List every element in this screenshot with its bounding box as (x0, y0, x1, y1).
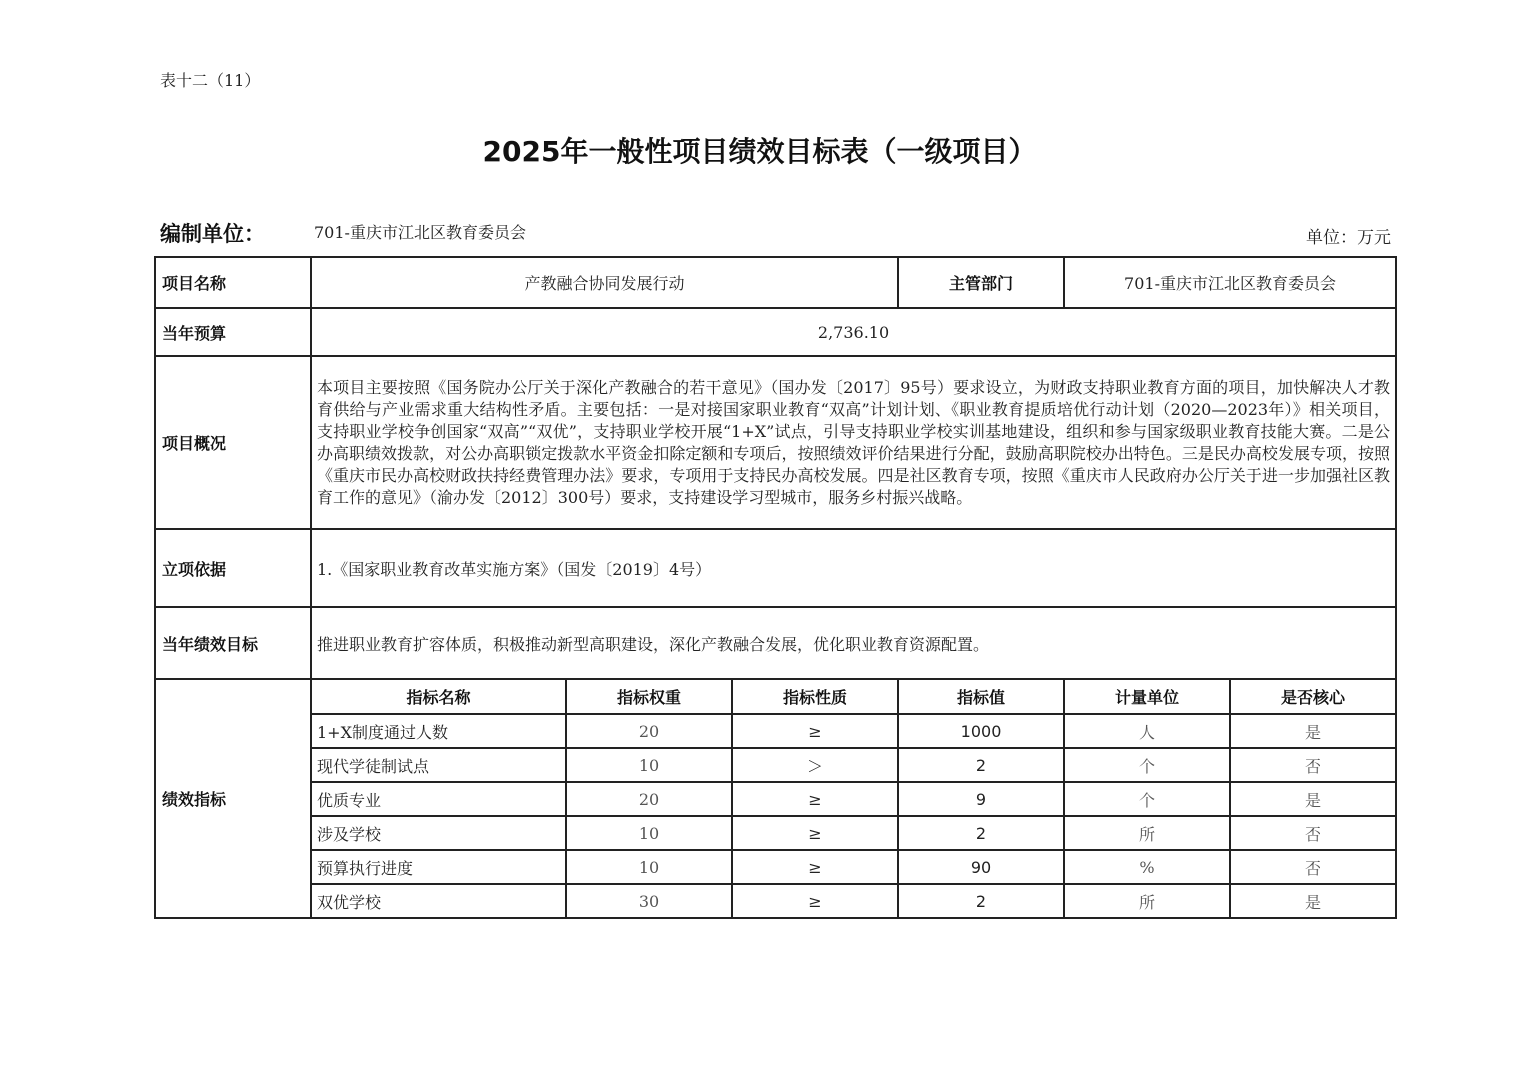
overview-row (155, 356, 1396, 529)
project-name-value: 产教融合协同发展行动 (311, 257, 898, 308)
table-row (155, 782, 1396, 816)
indicator-core: 否 (1230, 748, 1396, 782)
indicator-nature: ≥ (732, 816, 898, 850)
indicator-name: 优质专业 (311, 782, 566, 816)
indicator-core: 否 (1230, 816, 1396, 850)
indicator-core: 是 (1230, 714, 1396, 748)
overview-text: 本项目主要按照《国务院办公厅关于深化产教融合的若干意见》（国办发〔2017〕95号）要求设立，为财政支持职业教育方面的项目，加快解决人才教育供给与产业需求重大结构性矛盾。主要包括：一是对接国家职业教育“双高”计划计划、《职业教育提质培优行动计划（2020—2023年）》相关项目，支持职业学校争创国家“双高”“双优”，支持职业学校开展“1+X”试点，引导支持职业学校实训基地建设，组织和参与国家级职业教育技能大赛。二是公办高职绩效拨款，对公办高职锁定拨款水平资金扣除定额和专项后，按照绩效评价结果进行分配，鼓励高职院校办出特色。三是民办高校发展专项，按照《重庆市民办高校财政扶持经费管理办法》要求，专项用于支持民办高校发展。四是社区教育专项，按照《重庆市人民政府办公厅关于进一步加强社区教育工作的意见》（渝办发〔2012〕300号）要求，支持建设学习型城市，服务乡村振兴战略。 (311, 356, 1396, 529)
header-indicator-value: 指标值 (898, 679, 1064, 714)
indicator-unit: 个 (1064, 782, 1230, 816)
header-indicator-weight: 指标权重 (566, 679, 732, 714)
header-indicator-name: 指标名称 (311, 679, 566, 714)
indicator-weight: 10 (566, 748, 732, 782)
table-row (155, 714, 1396, 748)
table-row (155, 884, 1396, 918)
compiling-unit-label: 编制单位： (160, 221, 265, 246)
budget-label: 当年预算 (155, 308, 311, 356)
indicator-nature: ≥ (732, 850, 898, 884)
indicator-name: 1+X制度通过人数 (311, 714, 566, 748)
department-label: 主管部门 (898, 257, 1064, 308)
table-row (155, 816, 1396, 850)
goal-row (155, 607, 1396, 679)
indicator-value: 2 (898, 816, 1064, 850)
indicator-nature: ≥ (732, 782, 898, 816)
indicator-value: 1000 (898, 714, 1064, 748)
indicator-name: 预算执行进度 (311, 850, 566, 884)
header-is-core: 是否核心 (1230, 679, 1396, 714)
indicator-value: 9 (898, 782, 1064, 816)
basis-text: 1.《国家职业教育改革实施方案》（国发〔2019〕4号） (311, 529, 1396, 607)
indicator-unit: 所 (1064, 816, 1230, 850)
project-name-label: 项目名称 (155, 257, 311, 308)
overview-label: 项目概况 (155, 356, 311, 529)
goal-label: 当年绩效目标 (155, 607, 311, 679)
indicator-core: 否 (1230, 850, 1396, 884)
indicator-name: 双优学校 (311, 884, 566, 918)
performance-target-table (154, 256, 1397, 919)
compiling-unit-value: 701-重庆市江北区教育委员会 (314, 223, 526, 242)
currency-unit-label: 单位：万元 (1306, 228, 1391, 248)
indicator-unit: % (1064, 850, 1230, 884)
table-number: 表十二（11） (160, 71, 261, 90)
indicator-value: 2 (898, 748, 1064, 782)
header-measure-unit: 计量单位 (1064, 679, 1230, 714)
indicator-name: 涉及学校 (311, 816, 566, 850)
indicator-name: 现代学徒制试点 (311, 748, 566, 782)
indicator-nature: ≥ (732, 714, 898, 748)
indicator-weight: 10 (566, 816, 732, 850)
indicator-header-row (155, 679, 1396, 714)
indicator-core: 是 (1230, 884, 1396, 918)
indicator-weight: 10 (566, 850, 732, 884)
budget-value: 2,736.10 (311, 308, 1396, 356)
indicator-weight: 20 (566, 782, 732, 816)
goal-text: 推进职业教育扩容体质，积极推动新型高职建设，深化产教融合发展，优化职业教育资源配置。 (311, 607, 1396, 679)
project-name-row (155, 257, 1396, 308)
header-indicator-nature: 指标性质 (732, 679, 898, 714)
budget-row (155, 308, 1396, 356)
indicator-nature: ≥ (732, 884, 898, 918)
indicator-core: 是 (1230, 782, 1396, 816)
indicator-unit: 所 (1064, 884, 1230, 918)
table-row (155, 748, 1396, 782)
indicator-weight: 20 (566, 714, 732, 748)
table-row (155, 850, 1396, 884)
indicators-section-label: 绩效指标 (155, 679, 311, 918)
indicator-unit: 个 (1064, 748, 1230, 782)
basis-label: 立项依据 (155, 529, 311, 607)
indicator-unit: 人 (1064, 714, 1230, 748)
indicator-value: 90 (898, 850, 1064, 884)
indicator-nature: ＞ (732, 748, 898, 782)
department-value: 701-重庆市江北区教育委员会 (1064, 257, 1396, 308)
indicator-weight: 30 (566, 884, 732, 918)
basis-row (155, 529, 1396, 607)
indicator-value: 2 (898, 884, 1064, 918)
page-title: 2025年一般性项目绩效目标表（一级项目） (482, 135, 1037, 168)
